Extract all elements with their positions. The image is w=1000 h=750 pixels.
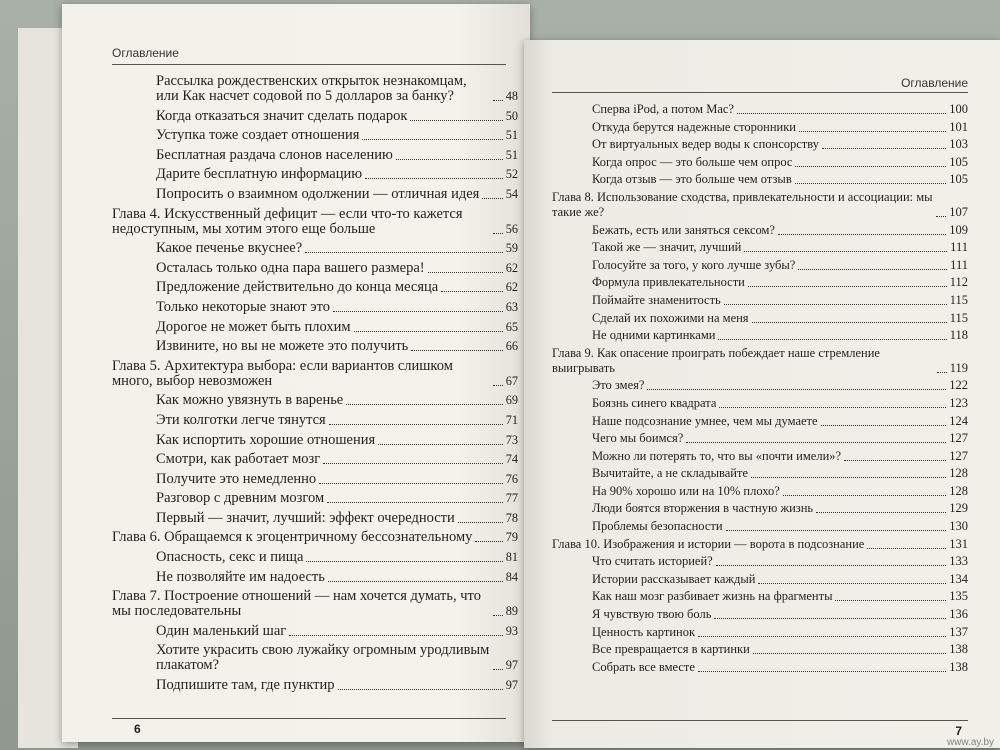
toc-entry-page: 71 bbox=[505, 412, 518, 427]
toc-entry bbox=[552, 293, 968, 308]
toc-chapter bbox=[552, 346, 968, 376]
toc-entry bbox=[552, 328, 968, 343]
dot-leader bbox=[396, 159, 503, 160]
toc-entry-page: 93 bbox=[505, 623, 518, 638]
toc-entry-title: Боязнь синего квадрата bbox=[592, 395, 717, 410]
dot-leader bbox=[724, 304, 947, 305]
toc-entry-page: 79 bbox=[505, 530, 518, 545]
toc-entry-title: Что считать историей? bbox=[592, 554, 713, 569]
toc-entry-page: 59 bbox=[505, 241, 518, 256]
toc-entry-page: 105 bbox=[949, 154, 968, 169]
toc-entry-title: Все превращается в картинки bbox=[592, 642, 750, 657]
dot-leader bbox=[937, 372, 947, 373]
dot-leader bbox=[346, 404, 502, 405]
dot-leader bbox=[783, 495, 946, 496]
dot-leader bbox=[365, 178, 503, 179]
toc-entry-title: Как можно увязнуть в варенье bbox=[156, 392, 344, 409]
dot-leader bbox=[844, 460, 946, 461]
dot-leader bbox=[306, 561, 502, 562]
toc-chapter bbox=[112, 530, 518, 545]
toc-entry bbox=[112, 472, 518, 487]
dot-leader bbox=[327, 502, 503, 503]
toc-entry-page: 133 bbox=[949, 554, 968, 569]
toc-entry-page: 101 bbox=[949, 119, 968, 134]
left-page bbox=[62, 4, 530, 742]
toc-entry bbox=[552, 554, 968, 569]
toc-entry-page: 67 bbox=[505, 373, 518, 388]
dot-leader bbox=[493, 615, 503, 616]
toc-entry-page: 137 bbox=[949, 624, 968, 639]
table-of-contents bbox=[112, 74, 518, 698]
dot-leader bbox=[751, 477, 946, 478]
toc-entry bbox=[552, 223, 968, 238]
toc-entry bbox=[552, 137, 968, 152]
toc-entry-page: 131 bbox=[949, 536, 968, 551]
toc-entry-title: Уступка тоже создает отношения bbox=[156, 127, 360, 144]
dot-leader bbox=[821, 425, 947, 426]
toc-entry bbox=[552, 155, 968, 170]
dot-leader bbox=[686, 442, 946, 443]
toc-entry bbox=[552, 642, 968, 657]
toc-entry bbox=[112, 109, 518, 124]
toc-entry-title: Сперва iPod, а потом Mac? bbox=[592, 102, 734, 116]
toc-entry bbox=[552, 414, 968, 429]
toc-entry-title: Собрать все вместе bbox=[592, 659, 695, 674]
dot-leader bbox=[835, 600, 946, 601]
toc-entry bbox=[112, 261, 518, 276]
toc-entry-title: Сделай их похожими на меня bbox=[592, 310, 749, 325]
toc-entry bbox=[112, 452, 518, 467]
toc-entry bbox=[552, 625, 968, 640]
toc-entry-page: 128 bbox=[949, 466, 968, 481]
dot-leader bbox=[795, 166, 946, 167]
dot-leader bbox=[718, 339, 946, 340]
toc-entry-page: 127 bbox=[949, 431, 968, 446]
toc-entry-title: Откуда берутся надежные сторонники bbox=[592, 119, 796, 134]
toc-entry bbox=[112, 241, 518, 256]
dot-leader bbox=[719, 407, 946, 408]
dot-leader bbox=[752, 322, 947, 323]
toc-entry-title: Чего мы боимся? bbox=[592, 431, 684, 446]
toc-entry-title: Проблемы безопасности bbox=[592, 519, 723, 534]
dot-leader bbox=[867, 548, 946, 549]
toc-entry-title: Когда опрос — это больше чем опрос bbox=[592, 154, 793, 169]
toc-entry-page: 138 bbox=[949, 659, 968, 674]
toc-entry-page: 127 bbox=[949, 448, 968, 463]
toc-entry-page: 89 bbox=[505, 604, 518, 619]
dot-leader bbox=[816, 512, 946, 513]
toc-chapter bbox=[112, 359, 518, 389]
toc-entry-page: 111 bbox=[950, 240, 968, 255]
toc-entry-title: Рассылка рождественских открыток незнакомцам, или Как насчет содовой по 5 долларов за банку? bbox=[156, 73, 467, 104]
dot-leader bbox=[737, 113, 946, 114]
toc-entry-title: Предложение действительно до конца месяца bbox=[156, 279, 439, 296]
toc-entry-page: 136 bbox=[949, 607, 968, 622]
toc-entry bbox=[552, 378, 968, 393]
toc-entry bbox=[112, 413, 518, 428]
toc-entry-page: 78 bbox=[505, 510, 518, 525]
dot-leader bbox=[482, 198, 502, 199]
dot-leader bbox=[758, 583, 946, 584]
dot-leader bbox=[493, 385, 503, 386]
toc-entry-page: 73 bbox=[505, 432, 518, 447]
header-rule bbox=[112, 64, 506, 65]
toc-entry-page: 52 bbox=[505, 167, 518, 182]
toc-entry-page: 128 bbox=[949, 483, 968, 498]
toc-entry-page: 123 bbox=[949, 395, 968, 410]
toc-entry-title: Глава 8. Использование сходства, привлекательности и ассоциации: мы такие же? bbox=[552, 189, 933, 219]
toc-entry-page: 103 bbox=[949, 137, 968, 152]
toc-entry bbox=[112, 624, 518, 639]
toc-entry-title: Получите это немедленно bbox=[156, 470, 317, 487]
toc-entry-title: Я чувствую твою боль bbox=[592, 607, 712, 622]
toc-entry-page: 122 bbox=[949, 378, 968, 393]
toc-entry-title: Такой же — значит, лучший bbox=[592, 240, 742, 255]
toc-entry-page: 51 bbox=[505, 147, 518, 162]
toc-entry-title: Бежать, есть или заняться сексом? bbox=[592, 222, 775, 237]
toc-entry bbox=[552, 396, 968, 411]
toc-entry-page: 74 bbox=[505, 452, 518, 467]
toc-entry-page: 62 bbox=[505, 280, 518, 295]
dot-leader bbox=[458, 522, 503, 523]
toc-entry-page: 107 bbox=[949, 204, 968, 219]
toc-entry-title: Осталась только одна пара вашего размера! bbox=[156, 259, 425, 276]
toc-entry-title: Как наш мозг разбивает жизнь на фрагменты bbox=[592, 589, 833, 604]
toc-entry-page: 130 bbox=[949, 519, 968, 534]
toc-entry-page: 69 bbox=[505, 393, 518, 408]
toc-entry bbox=[552, 519, 968, 534]
toc-entry-title: Дарите бесплатную информацию bbox=[156, 166, 363, 183]
toc-entry-title: Наше подсознание умнее, чем мы думаете bbox=[592, 413, 818, 428]
dot-leader bbox=[305, 252, 503, 253]
toc-entry bbox=[112, 511, 518, 526]
page-number: 7 bbox=[955, 724, 962, 738]
toc-entry bbox=[552, 275, 968, 290]
toc-entry-page: 115 bbox=[949, 292, 968, 307]
dot-leader bbox=[441, 291, 503, 292]
toc-entry-page: 66 bbox=[505, 339, 518, 354]
dot-leader bbox=[698, 671, 946, 672]
dot-leader bbox=[410, 120, 502, 121]
toc-chapter bbox=[112, 589, 518, 619]
dot-leader bbox=[822, 148, 946, 149]
toc-entry-page: 62 bbox=[505, 260, 518, 275]
toc-entry-page: 97 bbox=[505, 658, 518, 673]
toc-entry bbox=[552, 120, 968, 135]
toc-entry-title: Формула привлекательности bbox=[592, 275, 745, 290]
dot-leader bbox=[333, 311, 503, 312]
toc-entry bbox=[112, 167, 518, 182]
toc-entry-page: 50 bbox=[505, 108, 518, 123]
toc-entry bbox=[112, 643, 518, 673]
dot-leader bbox=[778, 234, 946, 235]
toc-entry-page: 51 bbox=[505, 128, 518, 143]
toc-entry bbox=[112, 491, 518, 506]
toc-entry bbox=[112, 433, 518, 448]
toc-entry-title: Глава 5. Архитектура выбора: если вариантов слишком много, выбор невозможен bbox=[112, 357, 453, 389]
toc-entry bbox=[112, 320, 518, 335]
toc-entry-title: Опасность, секс и пища bbox=[156, 549, 304, 566]
toc-entry-title: Не позволяйте им надоесть bbox=[156, 568, 325, 585]
toc-entry-title: Когда отказаться значит сделать подарок bbox=[156, 107, 408, 124]
toc-entry-page: 77 bbox=[505, 491, 518, 506]
toc-entry-page: 56 bbox=[505, 221, 518, 236]
toc-entry-page: 84 bbox=[505, 569, 518, 584]
toc-entry bbox=[552, 311, 968, 326]
toc-entry bbox=[112, 339, 518, 354]
toc-entry bbox=[112, 187, 518, 202]
toc-entry-title: Глава 10. Изображения и истории — ворота в подсознание bbox=[552, 536, 865, 551]
dot-leader bbox=[748, 286, 947, 287]
toc-entry bbox=[112, 678, 518, 693]
toc-entry-title: Попросить о взаимном одолжении — отличная идея bbox=[156, 185, 480, 202]
page-number: 6 bbox=[134, 722, 141, 736]
toc-entry-page: 138 bbox=[949, 642, 968, 657]
dot-leader bbox=[798, 269, 947, 270]
toc-entry bbox=[552, 172, 968, 187]
toc-entry-title: Голосуйте за того, у кого лучше зубы? bbox=[592, 257, 796, 272]
toc-entry-page: 112 bbox=[949, 275, 968, 290]
toc-entry-page: 81 bbox=[505, 550, 518, 565]
toc-entry-title: Истории рассказывает каждый bbox=[592, 571, 756, 586]
toc-entry-title: Не одними картинками bbox=[592, 328, 716, 343]
dot-leader bbox=[799, 131, 946, 132]
toc-entry-title: Ценность картинок bbox=[592, 624, 696, 639]
toc-entry bbox=[552, 258, 968, 273]
table-of-contents bbox=[552, 102, 968, 677]
toc-entry-title: Дорогое не может быть плохим bbox=[156, 318, 351, 335]
toc-entry-title: Глава 4. Искусственный дефицит — если что-то кажется недоступным, мы хотим этого еще больше bbox=[112, 205, 463, 237]
toc-entry-title: Глава 9. Как опасение проиграть побеждает наше стремление выигрывать bbox=[552, 345, 880, 375]
toc-entry-page: 63 bbox=[505, 299, 518, 314]
dot-leader bbox=[362, 139, 502, 140]
toc-entry-title: Подпишите там, где пунктир bbox=[156, 677, 335, 694]
toc-entry-title: Вычитайте, а не складывайте bbox=[592, 466, 749, 481]
toc-entry bbox=[112, 393, 518, 408]
toc-entry-page: 115 bbox=[949, 310, 968, 325]
toc-entry-title: Разговор с древним мозгом bbox=[156, 490, 325, 507]
toc-entry bbox=[552, 102, 968, 117]
toc-entry-title: Поймайте знаменитость bbox=[592, 292, 721, 307]
toc-entry-title: Первый — значит, лучший: эффект очередности bbox=[156, 509, 455, 526]
toc-entry-title: Извините, но вы не можете это получить bbox=[156, 338, 409, 355]
toc-entry-title: Это змея? bbox=[592, 378, 645, 393]
toc-chapter bbox=[112, 207, 518, 237]
footer-rule bbox=[112, 718, 506, 719]
toc-entry bbox=[552, 449, 968, 464]
running-head: Оглавление bbox=[112, 46, 179, 60]
footer-rule bbox=[552, 720, 968, 721]
toc-entry-page: 119 bbox=[949, 360, 968, 375]
toc-entry-title: На 90% хорошо или на 10% плохо? bbox=[592, 483, 780, 498]
toc-entry-page: 105 bbox=[949, 172, 968, 187]
toc-entry bbox=[552, 466, 968, 481]
toc-entry-page: 135 bbox=[949, 589, 968, 604]
dot-leader bbox=[329, 424, 503, 425]
toc-chapter bbox=[552, 537, 968, 552]
right-page bbox=[524, 40, 1000, 748]
toc-entry-page: 111 bbox=[950, 257, 968, 272]
toc-entry-title: Как испортить хорошие отношения bbox=[156, 431, 376, 448]
toc-entry-page: 97 bbox=[505, 678, 518, 693]
toc-entry bbox=[112, 148, 518, 163]
toc-chapter bbox=[552, 190, 968, 220]
toc-entry-page: 54 bbox=[505, 186, 518, 201]
dot-leader bbox=[289, 635, 502, 636]
toc-entry-page: 118 bbox=[949, 328, 968, 343]
dot-leader bbox=[323, 463, 503, 464]
toc-entry-title: Когда отзыв — это больше чем отзыв bbox=[592, 172, 792, 187]
dot-leader bbox=[493, 233, 503, 234]
toc-entry-page: 109 bbox=[949, 222, 968, 237]
dot-leader bbox=[493, 100, 503, 101]
toc-entry-page: 100 bbox=[949, 102, 968, 116]
toc-entry-title: Только некоторые знают это bbox=[156, 298, 331, 315]
toc-entry-page: 134 bbox=[949, 571, 968, 586]
toc-entry bbox=[112, 300, 518, 315]
toc-entry bbox=[552, 607, 968, 622]
toc-entry-title: Хотите украсить свою лужайку огромным уродливым плакатом? bbox=[156, 642, 490, 674]
toc-entry-title: Люди боятся вторжения в частную жизнь bbox=[592, 501, 814, 516]
header-rule bbox=[552, 92, 968, 93]
toc-entry-page: 65 bbox=[505, 319, 518, 334]
toc-entry bbox=[552, 240, 968, 255]
toc-entry-title: Глава 6. Обращаемся к эгоцентричному бессознательному bbox=[112, 529, 473, 546]
toc-entry bbox=[552, 572, 968, 587]
toc-entry bbox=[112, 74, 518, 104]
dot-leader bbox=[744, 251, 947, 252]
dot-leader bbox=[319, 483, 503, 484]
toc-entry bbox=[552, 501, 968, 516]
dot-leader bbox=[716, 565, 947, 566]
dot-leader bbox=[493, 669, 503, 670]
dot-leader bbox=[378, 444, 503, 445]
toc-entry-title: Можно ли потерять то, что вы «почти имели»? bbox=[592, 448, 842, 463]
dot-leader bbox=[428, 272, 503, 273]
toc-entry-page: 124 bbox=[949, 413, 968, 428]
dot-leader bbox=[753, 653, 946, 654]
dot-leader bbox=[795, 183, 947, 184]
toc-entry-title: Смотри, как работает мозг bbox=[156, 451, 321, 468]
toc-entry-title: От виртуальных ведер воды к спонсорству bbox=[592, 137, 819, 152]
dot-leader bbox=[936, 216, 946, 217]
toc-entry bbox=[552, 484, 968, 499]
toc-entry-title: Эти колготки легче тянутся bbox=[156, 411, 326, 428]
dot-leader bbox=[328, 581, 503, 582]
dot-leader bbox=[726, 530, 947, 531]
toc-entry-page: 76 bbox=[505, 471, 518, 486]
watermark: www.ay.by bbox=[946, 737, 994, 748]
dot-leader bbox=[475, 541, 502, 542]
running-head: Оглавление bbox=[901, 76, 968, 90]
toc-entry bbox=[112, 550, 518, 565]
toc-entry bbox=[552, 431, 968, 446]
dot-leader bbox=[338, 689, 503, 690]
toc-entry bbox=[552, 589, 968, 604]
toc-entry bbox=[552, 660, 968, 675]
toc-entry-title: Бесплатная раздача слонов населению bbox=[156, 146, 393, 163]
toc-entry bbox=[112, 570, 518, 585]
toc-entry-title: Глава 7. Построение отношений — нам хочется думать, что мы последовательны bbox=[112, 588, 481, 620]
dot-leader bbox=[698, 636, 946, 637]
toc-entry bbox=[112, 280, 518, 295]
toc-entry bbox=[112, 128, 518, 143]
toc-entry-title: Один маленький шаг bbox=[156, 622, 287, 639]
toc-entry-page: 129 bbox=[949, 501, 968, 516]
dot-leader bbox=[647, 389, 946, 390]
toc-entry-page: 48 bbox=[505, 89, 518, 103]
dot-leader bbox=[714, 618, 946, 619]
dot-leader bbox=[354, 331, 503, 332]
dot-leader bbox=[411, 350, 502, 351]
toc-entry-title: Какое печенье вкуснее? bbox=[156, 240, 303, 257]
